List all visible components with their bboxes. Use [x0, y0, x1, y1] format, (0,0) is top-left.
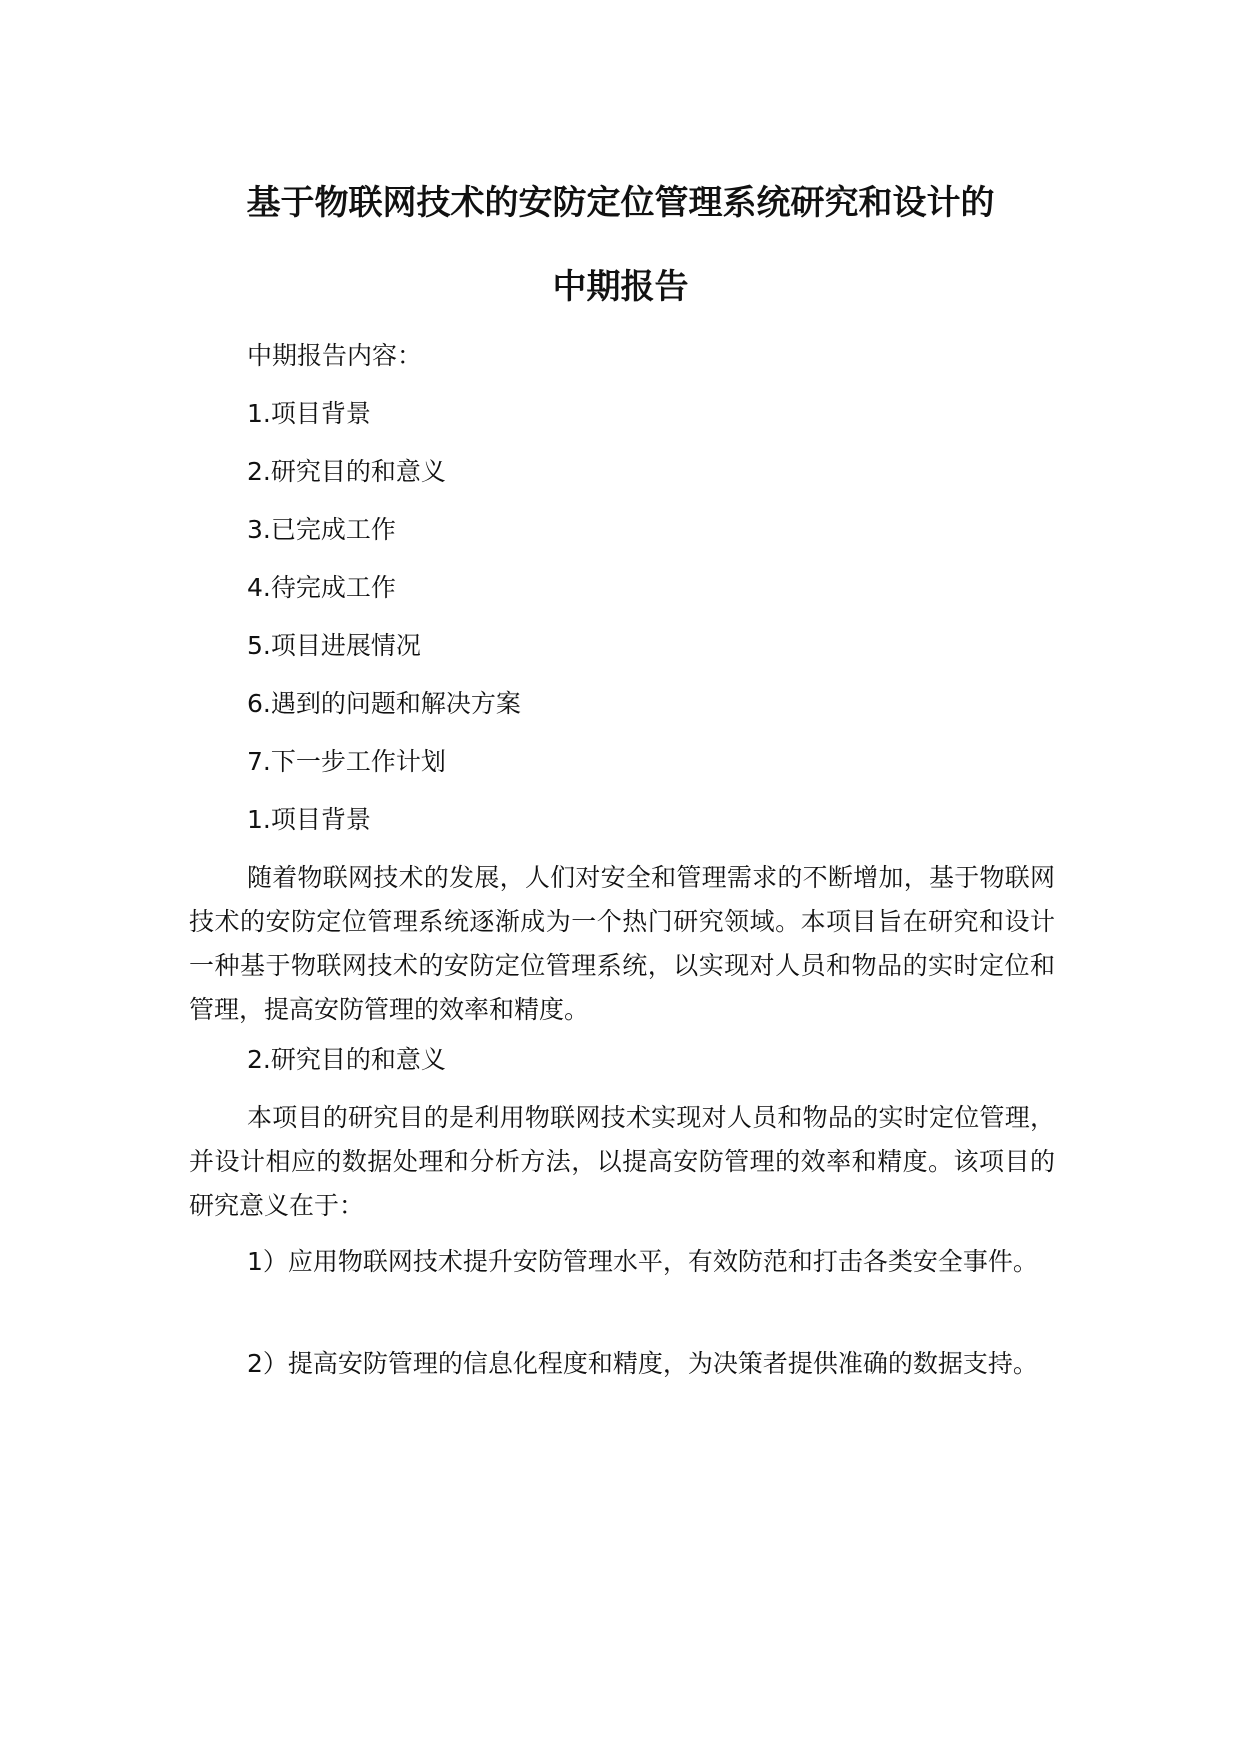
- purpose-point-1: 1）应用物联网技术提升安防管理水平，有效防范和打击各类安全事件。: [247, 1247, 1038, 1276]
- toc-item: 4.待完成工作: [247, 573, 396, 602]
- purpose-point-2: 2）提高安防管理的信息化程度和精度，为决策者提供准确的数据支持。: [247, 1349, 1038, 1378]
- toc-item: 2.研究目的和意义: [247, 457, 446, 486]
- toc-item: 3.已完成工作: [247, 515, 396, 544]
- paragraph-background: 随着物联网技术的发展，人们对安全和管理需求的不断增加，基于物联网技术的安防定位管理系统逐渐成为一个热门研究领域。本项目旨在研究和设计一种基于物联网技术的安防定位管理系统，以实现对人员和物品的实时定位和管理，提高安防管理的效率和精度。: [189, 863, 1055, 1024]
- toc-item: 6.遇到的问题和解决方案: [247, 689, 521, 718]
- toc-item: 5.项目进展情况: [247, 631, 421, 660]
- document-title-line-2: 中期报告: [552, 267, 689, 307]
- section-heading-background: 1.项目背景: [247, 805, 371, 834]
- toc-item: 7.下一步工作计划: [247, 747, 446, 776]
- document-title-line-1: 基于物联网技术的安防定位管理系统研究和设计的: [246, 183, 995, 223]
- paragraph-purpose: 本项目的研究目的是利用物联网技术实现对人员和物品的实时定位管理，并设计相应的数据处理和分析方法，以提高安防管理的效率和精度。该项目的研究意义在于：: [189, 1103, 1055, 1220]
- section-heading-purpose: 2.研究目的和意义: [247, 1045, 446, 1074]
- toc-heading: 中期报告内容：: [247, 341, 423, 370]
- toc-item: 1.项目背景: [247, 399, 371, 428]
